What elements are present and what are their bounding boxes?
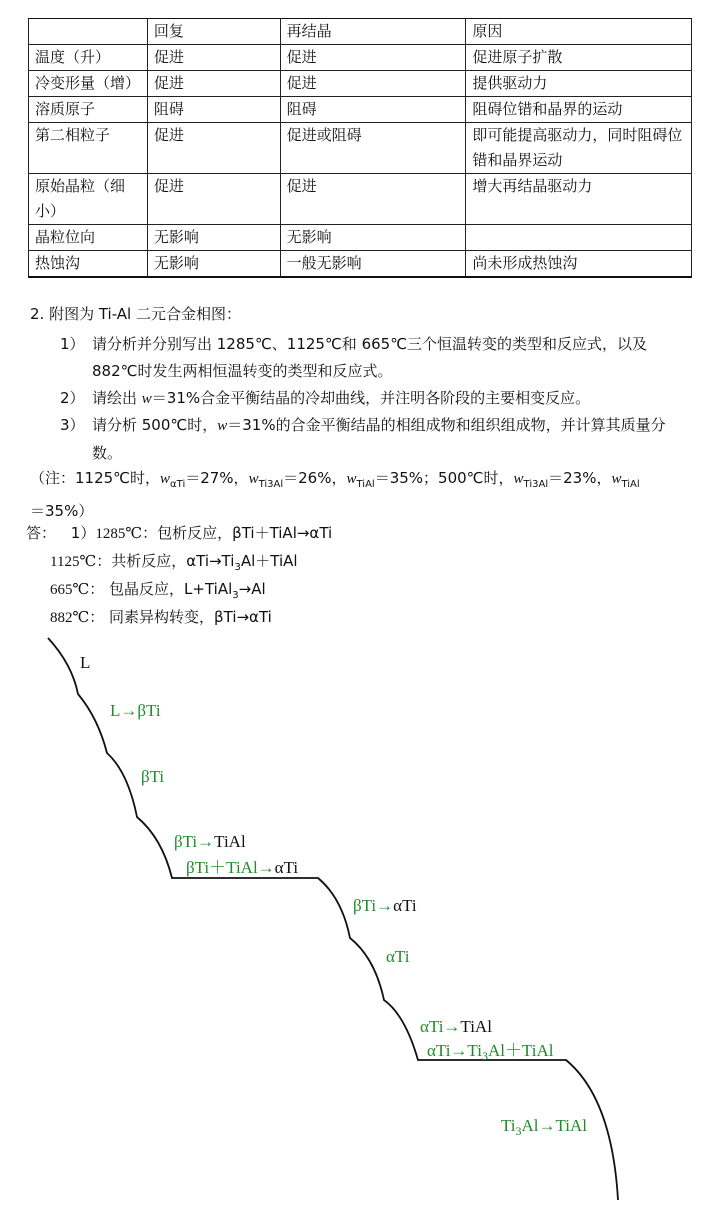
label-alpha: αTi [386, 947, 410, 966]
table-cell: 促进 [280, 45, 466, 71]
label-ti3al-to-tial: $Ti_3Al\to TiAl$ [501, 1116, 588, 1138]
label-beta-to-tial: βTi→TiAl [174, 832, 246, 851]
table-header-cell: 原因 [466, 19, 692, 45]
table-body [29, 19, 692, 278]
table-cell: 阻碍 [147, 97, 280, 123]
table-header-cell: 再结晶 [280, 19, 466, 45]
table-cell: 促进或阻碍 [280, 123, 466, 174]
table-cell: 促进 [147, 123, 280, 174]
answer-line-4: 882℃： 同素异构转变，βTi→αTi [50, 608, 272, 626]
table-header-row [29, 19, 692, 45]
table-cell: 冷变形量（增） [29, 71, 148, 97]
table-row [29, 225, 692, 251]
table-cell: 促进 [147, 45, 280, 71]
cooling-curve [0, 630, 720, 1225]
recrystallization-factors-table [28, 18, 692, 278]
table-cell: 促进 [147, 174, 280, 225]
table-cell: 促进 [147, 71, 280, 97]
table-cell: 阻碍位错和晶界的运动 [466, 97, 692, 123]
table-row [29, 45, 692, 71]
item-text: 请分析并分别写出 1285℃、1125℃和 665℃三个恒温转变的类型和反应式，以及 882℃时发生两相恒温转变的类型和反应式。 [92, 335, 648, 380]
table-row [29, 251, 692, 278]
table-header-cell [29, 19, 148, 45]
table-header-cell: 回复 [147, 19, 280, 45]
table-cell: 无影响 [147, 251, 280, 278]
label-peritectic: βTi＋TiAl→αTi [186, 858, 299, 877]
table-cell: 促进 [280, 174, 466, 225]
item-number: 3） [60, 416, 85, 434]
table-cell: 无影响 [147, 225, 280, 251]
label-eutectoid: $\alpha Ti\to Ti_3Al+TiAl$ [427, 1041, 554, 1063]
label-alpha-to-tial: αTi→TiAl [420, 1017, 492, 1036]
table-cell: 晶粒位向 [29, 225, 148, 251]
table-row [29, 123, 692, 174]
table-cell: 促进原子扩散 [466, 45, 692, 71]
table-cell: 增大再结晶驱动力 [466, 174, 692, 225]
table-cell: 第二相粒子 [29, 123, 148, 174]
table-cell: 即可能提高驱动力，同时阻碍位错和晶界运动 [466, 123, 692, 174]
table-cell: 无影响 [280, 225, 466, 251]
label-l-to-beta: L→βTi [110, 701, 161, 720]
table-row [29, 174, 692, 225]
table-cell: 促进 [280, 71, 466, 97]
table-cell [466, 225, 692, 251]
table-row [29, 97, 692, 123]
answer-line-3: 665℃： 包晶反应，L+TiAl$_3$→Al [50, 580, 266, 601]
table-cell: 阻碍 [280, 97, 466, 123]
table-row [29, 71, 692, 97]
label-liquid: L [80, 653, 91, 672]
answer-line-1: 答： 1）1285℃：包析反应，βTi＋TiAl→αTi [26, 524, 333, 542]
item-number: 1） [60, 335, 85, 353]
answer-line-2: 1125℃：共析反应，$\alpha Ti\to Ti_3Al+TiAl$ [50, 552, 298, 573]
table-cell: 一般无影响 [280, 251, 466, 278]
table-cell: 原始晶粒（细小） [29, 174, 148, 225]
label-beta-to-alpha: βTi→αTi [353, 896, 417, 915]
answer-label: 答： [26, 524, 57, 542]
table-cell: 温度（升） [29, 45, 148, 71]
table-cell: 尚未形成热蚀沟 [466, 251, 692, 278]
table-cell: 提供驱动力 [466, 71, 692, 97]
item-text: 请绘出 w＝31%合金平衡结晶的冷却曲线，并注明各阶段的主要相变反应。 [92, 389, 591, 407]
item-number: 2） [60, 389, 85, 407]
table-cell: 溶质原子 [29, 97, 148, 123]
question-head: 2. 附图为 Ti-Al 二元合金相图： [30, 305, 241, 323]
question-note: （注：1125℃时，$w_{\alpha Ti}=27\%$，$w_{Ti3Al}=26\%$，$w_{TiAl}=35\%$；500℃时，$w_{Ti3Al}=23\%$，$w_{TiAl}=35\%$） [30, 469, 640, 520]
item-text: 请分析 500℃时，w＝31%的合金平衡结晶的相组成物和组织组成物，并计算其质量分数。 [92, 416, 666, 462]
table-cell: 热蚀沟 [29, 251, 148, 278]
label-beta: βTi [141, 767, 165, 786]
